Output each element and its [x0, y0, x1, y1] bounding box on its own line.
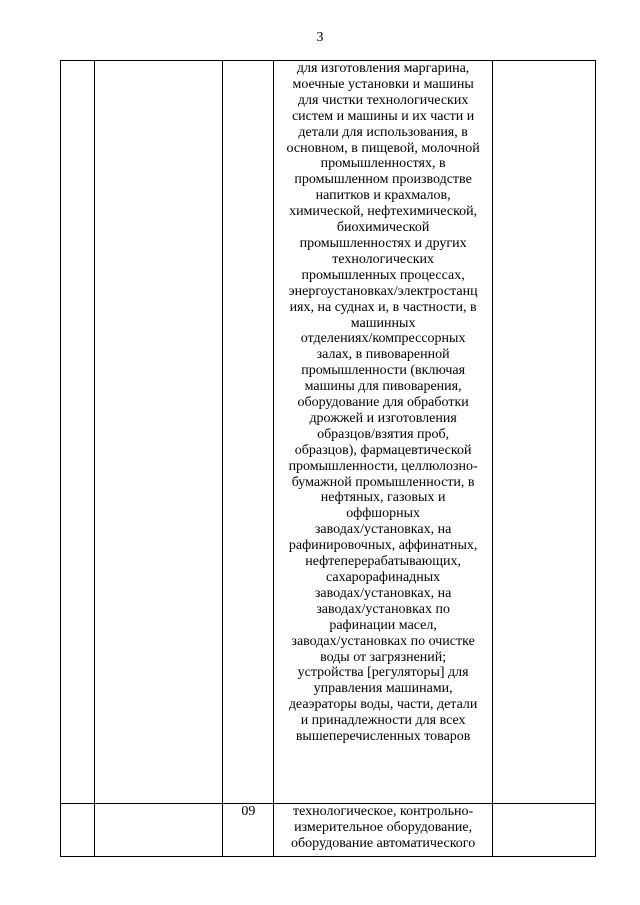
- description-line: нефтяных, газовых и: [320, 490, 446, 506]
- description-line: промышленностях, в: [320, 156, 446, 172]
- note-cell: [492, 61, 595, 804]
- description-line: машины для пивоварения,: [304, 379, 462, 395]
- description-line: бумажной промышленности, в: [291, 474, 475, 490]
- description-line: машинных: [350, 315, 416, 331]
- description-line: промышленных процессах,: [301, 267, 465, 283]
- description-line: оборудование для обработки: [297, 395, 469, 411]
- description-line: энергоустановках/электростанц: [288, 283, 478, 299]
- description-line: детали для использования, в: [298, 124, 468, 140]
- description-line: нефтеперерабатывающих,: [305, 554, 462, 570]
- goods-description-cell: [274, 61, 492, 804]
- goods-table: [60, 60, 596, 857]
- description-line: оборудование автоматического: [291, 835, 476, 851]
- description-line: технологическое, контрольно-: [293, 804, 474, 819]
- description-line: заводах/установках, на: [314, 585, 452, 601]
- description-line: моечные установки и машины: [292, 76, 474, 92]
- description-line: и принадлежности для всех: [300, 713, 466, 729]
- description-line: воды от загрязнений;: [320, 649, 447, 665]
- description-line: измерительное оборудование,: [294, 819, 473, 835]
- table-row: [61, 61, 596, 804]
- description-line: для изготовления маргарина,: [296, 61, 470, 76]
- applicant-cell: [94, 61, 223, 804]
- class-code-cell: 09: [223, 804, 274, 857]
- description-line: промышленном производстве: [294, 172, 472, 188]
- note-cell: [492, 804, 595, 857]
- description-line: заводах/установках по: [316, 601, 450, 617]
- description-line: залах, в пивоваренной: [316, 347, 450, 363]
- description-line: для чистки технологических: [297, 92, 469, 108]
- description-line: напитков и крахмалов,: [315, 188, 451, 204]
- description-line: оффшорных: [346, 506, 420, 522]
- goods-description-cell: [274, 804, 492, 857]
- description-line: промышленности, целлюлозно-: [288, 458, 478, 474]
- description-line: управления машинами,: [313, 681, 453, 697]
- applicant-cell: [94, 804, 223, 857]
- description-line: образцов/взятия проб,: [317, 426, 450, 442]
- table-row: [61, 804, 596, 857]
- description-line: основном, в пищевой, молочной: [286, 140, 480, 156]
- description-line: химической, нефтехимической,: [289, 204, 478, 220]
- description-line: дрожжей и изготовления: [309, 410, 457, 426]
- description-line: технологических: [332, 251, 435, 267]
- description-line: вышеперечисленных товаров: [295, 729, 471, 745]
- description-line: отделениях/компрессорных: [300, 331, 466, 347]
- description-line: промышленностях и других: [299, 235, 467, 251]
- description-line: рафинации масел,: [329, 617, 437, 633]
- description-line: биохимической: [336, 220, 430, 236]
- row-number-cell: [61, 61, 95, 804]
- description-line: систем и машины и их части и: [291, 108, 475, 124]
- description-line: образцов), фармацевтической: [294, 442, 472, 458]
- description-line: заводах/установках, на: [314, 522, 452, 538]
- description-line: рафинировочных, аффинатных,: [288, 538, 478, 554]
- description-line: деаэраторы воды, части, детали: [288, 697, 478, 713]
- description-line: сахарорафинадных: [326, 570, 441, 585]
- description-line: заводах/установках по очистке: [291, 633, 475, 649]
- page-number: 3: [316, 30, 324, 45]
- class-code-cell: [223, 61, 274, 804]
- description-line: промышленности (включая: [301, 363, 466, 379]
- description-line: иях, на суднах и, в частности, в: [289, 299, 477, 315]
- description-line: устройства [регуляторы] для: [297, 665, 469, 681]
- row-number-cell: [61, 804, 95, 857]
